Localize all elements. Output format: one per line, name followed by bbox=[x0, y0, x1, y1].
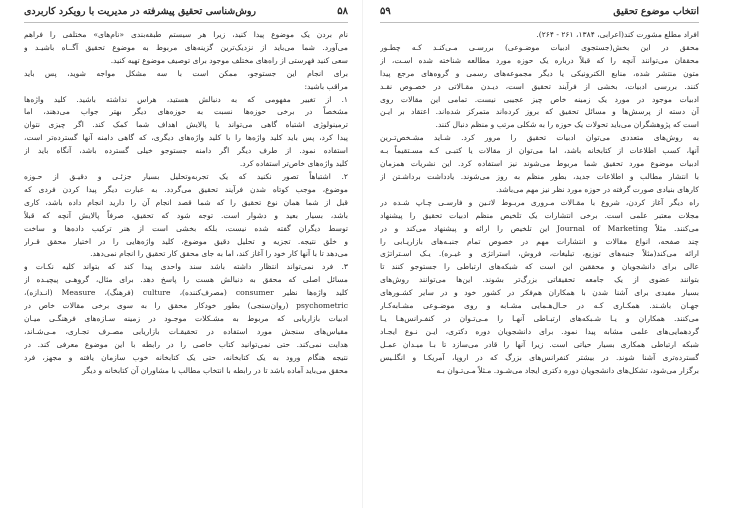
text-line: نام بردن یک موضوع پیدا کنید، زیرا هر سیستم طبقه‌بندی «نام‌های» مختلفی را فراهم bbox=[24, 30, 348, 39]
text-line: کلید واژه‌های خاص‌تر استفاده کرد. bbox=[239, 159, 348, 169]
text-line: می‌دهد تا با آنها کار خود را آغاز کند، اما به جای محقق کار تحقیق را انجام نمی‌دهد. bbox=[90, 249, 348, 259]
text-line: راه دیگر آغاز کردن، شروع با مقـالات مـروری مربـوط لاتـین و فارسـی چـاپ شـده در bbox=[380, 197, 699, 207]
text-line: افراد مطلع مشورت کند(اعرابی، ۱۳۸۴، ۲۶۱ - ۲۶۴). bbox=[536, 30, 699, 39]
right-page bbox=[362, 0, 729, 508]
left-running-head bbox=[24, 6, 348, 23]
text-line: برای انجام این جستوجو، ممکن است با سه مشکل مواجه شوید، پس باید bbox=[24, 68, 348, 78]
text-line: بتوانند عضوی از یک جامعه تحقیقاتی بزرگ‌تر بشوند. این‌ها می‌توانند روش‌های bbox=[380, 275, 699, 285]
text-line: استفاده نمود. از طرف دیگر اگر دامنه جستوجو خیلی گسترده باشد، آنگاه باید از bbox=[24, 146, 348, 156]
text-line: است که پژوهشگران می‌باید تحولات یک حوزه را به شکلی مرتب و منظم دنبال کنند. bbox=[435, 120, 699, 130]
text-line: آنها، کسب اطلاعات از کتابخانه باشد، اما می‌توان از مقالات یا کتبـی کـه مسـتقیماً بـه bbox=[380, 146, 699, 156]
left-page-number: ۵۸ bbox=[337, 6, 348, 17]
left-body-text bbox=[24, 29, 348, 377]
text-line: سعی کنید فهرستی از راه‌های مختلف موجود برای توصیف موضوع تهیه کنید. bbox=[110, 55, 348, 65]
text-line: ۳. فرد نمی‌تواند انتظار داشته باشد سند واحدی پیدا کند که بتواند کلیه نکـات و bbox=[24, 262, 348, 272]
text-line: برگزار می‌شود، تشکل‌های دانشجویان دوره دکتری ایجاد می‌شـود. مـثلاً مـی‌تـوان بـه bbox=[436, 365, 699, 375]
text-line: ادبیات بازاریابی که مربوط به مشـکلات موجـود در زمینه سـاز‌ه‌های فرهنگـی میـان bbox=[24, 313, 348, 323]
text-line: توسط دیگران گفته شده نیست، بلکه بخشی است از هنر ترکیب داده‌ها و ساخت bbox=[24, 223, 348, 233]
text-line: مجلات معتبر علمی است. برخی انتشارات یک تلخیص منظم ادبیات تحقیق را پیشنهاد bbox=[380, 210, 699, 220]
text-line: محقق می‌باید آماده باشد تا در رابطه با انتخاب مطالب با مشاوران آن کتابخانه و دیگر bbox=[82, 365, 348, 375]
text-line: مقیاس‌های سنجش مورد استفاده در تحقیقـات بازاریابی مصـرف تجـاری، مـی‌شـاند، bbox=[24, 326, 348, 336]
text-line: ترمینولوژی اشتباه گاهی می‌تواند یا پالایش اهداف شما کمک کند. اگر چیزی نتوان bbox=[24, 120, 348, 130]
text-line: مشخصاً در برخی حوزه‌ها نسبت به حوزه‌های دیگر بهتر جواب می‌دهند، اما bbox=[24, 107, 348, 117]
text-line: psychometric (روان‌سنجی) بطور خودکار محقق را به سوی برخی مقالات خاص در bbox=[24, 301, 348, 311]
text-line: به روش‌های متعددی می‌توان ادبیات تحقیق را مرور کرد. شـاید مشـخص‌تـرین bbox=[380, 133, 699, 143]
text-line: محقق در این بخش(جستجوی ادبیات موضـوعی) بررسـی مـی‌کنـد کـه چطـور bbox=[380, 42, 699, 52]
text-line: ادبیات موضوع مورد تحقیق شما مربوط می‌شوند نیز استفاده کرد. این نشریات همزمان bbox=[380, 159, 699, 169]
text-line: موضوع، موجب کوتاه شدن فرآیند تحقیق می‌گردد. به عبارت دیگر پیدا کردن فردی که bbox=[24, 184, 348, 194]
text-line: می‌کنند. همکاران و یـا شـبکه‌های ارتبـاطی آنهـا را مـی‌تـوان در کنفـرانس‌هـا یـا bbox=[380, 313, 699, 323]
text-line: قبل از شما همان نوع تحقیق را که شما قصد انجام آن را دارید انجام داده باشد، کاری bbox=[24, 197, 348, 207]
text-line: ۲. اشتباهاً تصور نکنید که یک تجربه‌وتحلیل بسیار جزئـی و دقیـق از حـوزه bbox=[24, 171, 348, 181]
text-line: و خلق نتیجه. تجزیه و تحلیل دقیق موضوع، کلید واژه‌هایی را در اختیار محقق قـرار bbox=[24, 236, 348, 246]
text-line: آن دسته از پرسش‌ها و مسائل تحقیق که بروز کرده‌اند متمرکز شده‌اند. اعتقاد بر ایـن bbox=[380, 107, 699, 117]
text-line: ارائه می‌کند(مثلاً جنبه‌های توزیع، تبلیغات، فروش، استراتژی و غیـره). یـک اسـتراتژی bbox=[380, 249, 699, 259]
right-running-title: انتخاب موضوع تحقیق bbox=[613, 6, 699, 17]
text-line: کلید واژه‌ها نظیر consumer (مصرف‌کننده)، culture (فرهنگ)، Measure (انـدازه)، bbox=[24, 288, 348, 298]
left-page bbox=[0, 0, 362, 508]
text-line: محققان می‌توانند آنچه را که قبلاً درباره یک حوزه مورد مطالعه شناخته شده اسـت، از bbox=[380, 55, 699, 65]
text-line: گردهمایی‌های علمی مشابه پیدا نمود. برای دانشجویان دوره دکتری، ایـن نـوع ایجـاد bbox=[380, 326, 699, 336]
right-running-head bbox=[380, 6, 699, 23]
text-line: کنند. بررسی ادبیات، بخشی از فرآیند تحقیق است، دیـدن مقـالاتی در خصـوص نقـد bbox=[380, 81, 699, 91]
text-line: ۱. از تغییر مفهومی که به دنبالش هستید، هراس نداشته باشید. کلید واژه‌ها bbox=[24, 94, 348, 104]
left-running-title: روش‌شناسی تحقیق پیشرفته در مدیریت با رویکرد کاربردی bbox=[24, 6, 257, 17]
text-line: می‌کنند. مثلاً Journal of Marketing این تلخیص را ارائه و پیشنهاد می‌کند و در bbox=[380, 223, 699, 233]
text-line: جهـان باشـند. همکـاری کـه در حـال‌هـمایی مشـابه و روی موضـوعی مشـابه‌کـار bbox=[380, 301, 699, 311]
text-line: مراقب باشید: bbox=[304, 81, 348, 91]
text-line: مسائل اصلی که محقق به دنبالش هست را پاسخ دهد. برای مثال، گروهـی پیچیـده از bbox=[24, 275, 348, 285]
text-line: کارهای بنیادی صورت گرفته در حوزه مورد نظر نیز مهم می‌باشد. bbox=[495, 184, 699, 194]
text-line: شبکه ارتباطی همکاری بسیار حیاتی است. زیرا آنها را قادر می‌سازد تا بـا میـدان عمـل bbox=[380, 339, 699, 349]
text-line: با انتشار مطالب و اطلاعات جدید، بطور منظم به روز می‌شوند. یادداشت برداشـتن از bbox=[380, 171, 699, 181]
text-line: نتیجه هنگام ورود به یک کتابخانه، حتی یک کتابخانه خوب سازمان یافته و مجهز، فرد bbox=[24, 352, 348, 362]
text-line: چند صفحه، انواع مقالات و انتشارات مهم در خصوص تمام جنبـه‌های بازاریـابی را bbox=[380, 236, 699, 246]
text-line: گسترده‌تری آشنا شوند. در بیشتر کنفرانس‌های بزرگ که در اروپا، آمریکـا و انگلـیس bbox=[380, 352, 699, 362]
text-line: می‌آورد. شما می‌باید از نزدیک‌ترین گزینه‌های مربوط به موضوع تحقیق آگــاه باشیـد و bbox=[24, 42, 348, 52]
text-line: عالی برای دانشجویان و محققین این است که شبکه‌های ارتباطی را جستوجو کنند تا bbox=[380, 262, 699, 272]
right-page-number: ۵۹ bbox=[380, 6, 391, 17]
text-line: متون منتشر شده، منابع الکترونیکی یا دیگر مجموعه‌های رسمی و گروه‌های مرجع پیدا bbox=[380, 68, 699, 78]
text-line: باشد، بسیار بعید و دشوار است. توجه شود که تحقیق، صرفاً پالایش آنچه که قبلاً bbox=[24, 210, 348, 220]
text-line: پیدا کرد، پس باید کلید واژه‌ها را با کلید واژه‌های دیگری، که گاهی دامنه آنها گسترده‌تر است، bbox=[24, 133, 348, 143]
text-line: هدایت نمی‌کند. حتی نمی‌توانید کتاب خاصی را در رابطه با این موضوع معرفی کند. در bbox=[24, 339, 348, 349]
text-line: ادبیات موجود در مورد یک زمینه خاص چیز عجیبی نیست. تمامی این مقالات روی bbox=[380, 94, 699, 104]
right-body-text bbox=[380, 29, 699, 377]
text-line: بسیار مفیدی برای آشنا شدن با همکاران هم‌فکر در کشور خود و در سایر کشـورهای bbox=[380, 288, 699, 298]
